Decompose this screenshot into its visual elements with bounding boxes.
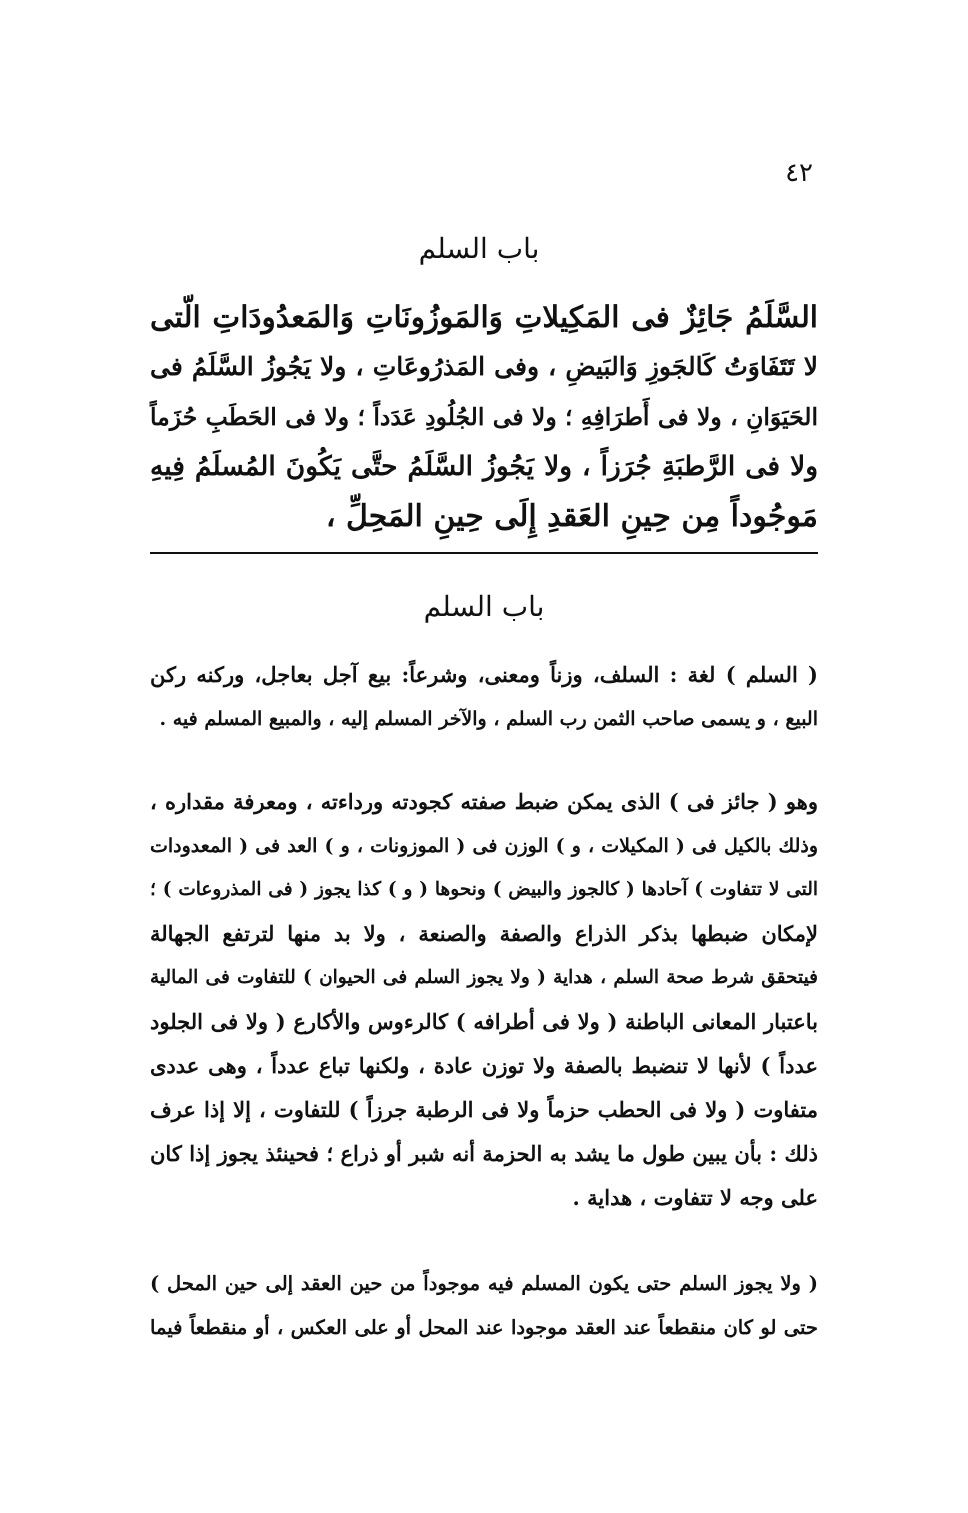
- sharh-line: على وجه لا تتفاوت ، هداية .: [572, 1185, 818, 1210]
- matn-heading: باب السلم: [418, 232, 540, 265]
- sharh-line: متفاوت ( ولا فى الحطب حزماً ولا فى الرطبة جرزاً ) للتفاوت ، إلا إذا عرف: [150, 1097, 818, 1122]
- sharh-paragraph: [150, 653, 818, 741]
- matn-text: [150, 292, 818, 542]
- sharh-line: لإمكان ضبطها بذكر الذراع والصفة والصنعة ، ولا بد منها لترتفع الجهالة: [150, 921, 818, 946]
- sharh-paragraph: [150, 1262, 818, 1350]
- matn-line: لا تَتَفَاوَتُ كَالجَوزِ وَالبَيضِ ، وفى المَذرُوعَاتِ ، ولا يَجُوزُ السَّلَمُ فى: [150, 352, 818, 381]
- sharh-line: التى لا تتفاوت ) آحادها ( كالجوز والبيض ) ونحوها ( و ) كذا يجوز ( فى المذروعات ) ؛: [150, 879, 818, 900]
- sharh-paragraph: [150, 780, 818, 1220]
- sharh-heading: باب السلم: [423, 590, 545, 623]
- sharh-line: وهو ( جائز فى ) الذى يمكن ضبط صفته كجودته ورداءته ، ومعرفة مقداره ،: [150, 789, 818, 814]
- sharh-line: وذلك بالكيل فى ( المكيلات ، و ) الوزن فى ( الموزونات ، و ) العد فى ( المعدودات: [150, 835, 818, 857]
- sharh-line: فيتحقق شرط صحة السلم ، هداية ( ولا يجوز السلم فى الحيوان ) للتفاوت فى المالية: [150, 967, 818, 988]
- sharh-line: ( ولا يجوز السلم حتى يكون المسلم فيه موجوداً من حين العقد إلى حين المحل ): [150, 1272, 818, 1295]
- sharh-line: ( السلم ) لغة : السلف، وزناً ومعنى، وشرعاً: بيع آجل بعاجل، وركنه ركن: [150, 662, 818, 687]
- matn-line: السَّلَمُ جَائِزٌ فى المَكِيلاتِ وَالمَوزُونَاتِ وَالمَعدُودَاتِ الّتى: [150, 299, 818, 334]
- section-divider: [150, 552, 818, 554]
- sharh-line: باعتبار المعانى الباطنة ( ولا فى أطرافه ) كالرءوس والأكارع ( ولا فى الجلود: [150, 1009, 818, 1034]
- matn-line: مَوجُوداً مِن حِينِ العَقدِ إِلَى حِينِ المَحِلِّ ،: [325, 499, 818, 534]
- sharh-line: عدداً ) لأنها لا تنضبط بالصفة ولا توزن عادة ، ولكنها تباع عدداً ، وهى عددى: [150, 1053, 818, 1078]
- matn-line: الحَيَوَانِ ، ولا فى أَطرَافِهِ ؛ ولا فى الجُلُودِ عَدَداً ؛ ولا فى الحَطَبِ حُزَماً: [150, 403, 818, 431]
- sharh-line: حتى لو كان منقطعاً عند العقد موجودا عند المحل أو على العكس ، أو منقطعاً فيما: [150, 1316, 818, 1339]
- matn-line: ولا فى الرَّطبَةِ جُرَزاً ، ولا يَجُوزُ السَّلَمُ حتَّى يَكُونَ المُسلَمُ فِيهِ: [150, 451, 818, 482]
- page-number: ٤٢: [785, 158, 813, 188]
- sharh-line: البيع ، و يسمى صاحب الثمن رب السلم ، والآخر المسلم إليه ، والمبيع المسلم فيه .: [159, 708, 818, 730]
- sharh-line: ذلك : بأن يبين طول ما يشد به الحزمة أنه شبر أو ذراع ؛ فحينئذ يجوز إذا كان: [150, 1141, 818, 1166]
